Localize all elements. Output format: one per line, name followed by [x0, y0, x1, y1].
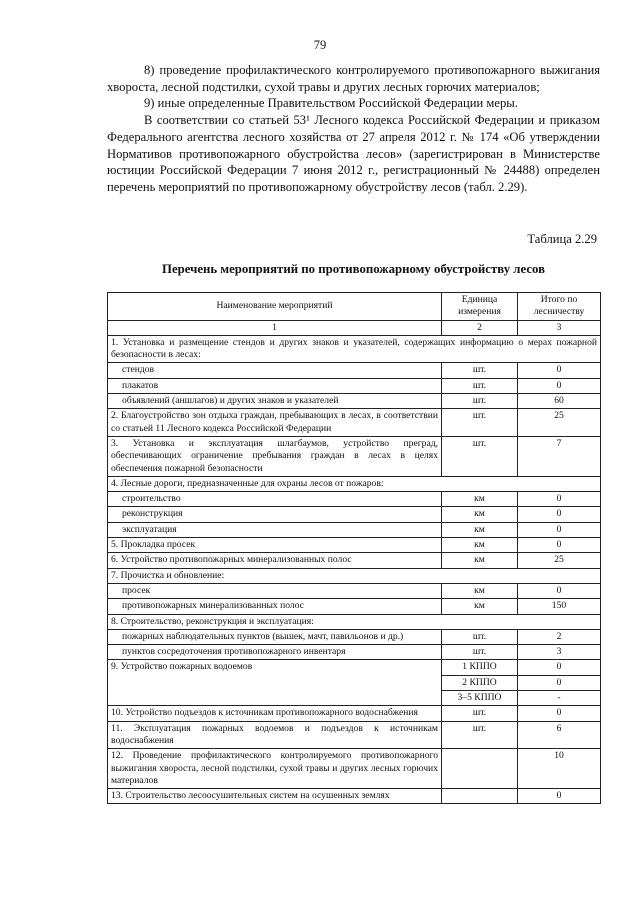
table-section-row [108, 476, 601, 491]
value-cell: 0 [518, 522, 601, 537]
measure-name-cell: пожарных наблюдательных пунктов (вышек, мачт, павильонов и др.) [108, 629, 442, 644]
unit-cell: шт. [442, 409, 518, 437]
value-cell: - [518, 691, 601, 706]
value-cell: 3 [518, 645, 601, 660]
measure-name-cell: эксплуатация [108, 522, 442, 537]
table-row [108, 553, 601, 568]
value-cell: 0 [518, 660, 601, 675]
unit-cell: шт. [442, 721, 518, 749]
page-number: 79 [313, 38, 327, 52]
measure-name-cell: 2. Благоустройство зон отдыха граждан, пребывающих в лесах, в соответствии со статьей 11 Лесного кодекса Российской Федерации [108, 409, 442, 437]
unit-cell: км [442, 522, 518, 537]
unit-cell: 3–5 КППО [442, 691, 518, 706]
value-cell: 2 [518, 629, 601, 644]
table-row [108, 789, 601, 804]
value-cell: 25 [518, 409, 601, 437]
measure-name-cell: 9. Устройство пожарных водоемов [108, 660, 442, 706]
table-row [108, 660, 601, 675]
measure-name-cell: просек [108, 583, 442, 598]
table-row [108, 363, 601, 378]
column-number-cell: 1 [108, 320, 442, 335]
measure-name-cell: плакатов [108, 378, 442, 393]
table-row [108, 629, 601, 644]
table-row [108, 706, 601, 721]
value-cell: 0 [518, 583, 601, 598]
table-header-cell: Итого по лесничеству [518, 293, 601, 321]
value-cell: 60 [518, 394, 601, 409]
value-cell: 0 [518, 507, 601, 522]
table-row [108, 721, 601, 749]
unit-cell: шт. [442, 629, 518, 644]
table-row [108, 436, 601, 476]
table-header-cell: Наименование мероприятий [108, 293, 442, 321]
value-cell: 25 [518, 553, 601, 568]
measure-name-cell: 13. Строительство лесоосушительных систем на осушенных землях [108, 789, 442, 804]
unit-cell: шт. [442, 706, 518, 721]
measure-name-cell: стендов [108, 363, 442, 378]
value-cell: 0 [518, 675, 601, 690]
paragraph-reference: В соответствии со статьей 53¹ Лесного кодекса Российской Федерации и приказом Федерального агентства лесного хозяйства от 27 апреля 2012 г. № 174 «Об утверждении Нормативов противопожарного обустройства лесов» (зарегистрирован в Министерстве юстиции Российской Федерации 7 июня 2012 г., регистрационный № 24488) определен перечень мероприятий по противопожарному обустройству лесов (табл. 2.29). [107, 113, 600, 194]
measure-name-cell: пунктов сосредоточения противопожарного инвентаря [108, 645, 442, 660]
unit-cell: км [442, 599, 518, 614]
value-cell: 6 [518, 721, 601, 749]
table-row [108, 583, 601, 598]
table-row [108, 599, 601, 614]
unit-cell: шт. [442, 363, 518, 378]
table-row [108, 409, 601, 437]
measure-name-cell: 11. Эксплуатация пожарных водоемов и подъездов к источникам водоснабжения [108, 721, 442, 749]
unit-cell: 1 КППО [442, 660, 518, 675]
section-title-cell: 7. Прочистка и обновление: [108, 568, 601, 583]
value-cell: 0 [518, 789, 601, 804]
value-cell: 7 [518, 436, 601, 476]
unit-cell: 2 КППО [442, 675, 518, 690]
unit-cell: шт. [442, 436, 518, 476]
unit-cell: км [442, 507, 518, 522]
measure-name-cell: 10. Устройство подъездов к источникам противопожарного водоснабжения [108, 706, 442, 721]
table-caption: Таблица 2.29 [527, 232, 597, 246]
unit-cell: шт. [442, 645, 518, 660]
value-cell: 150 [518, 599, 601, 614]
value-cell: 0 [518, 538, 601, 553]
section-title-cell: 8. Строительство, реконструкция и эксплуатация: [108, 614, 601, 629]
table-section-row [108, 568, 601, 583]
column-number-cell: 2 [442, 320, 518, 335]
unit-cell: км [442, 553, 518, 568]
measure-name-cell: 5. Прокладка просек [108, 538, 442, 553]
value-cell: 0 [518, 492, 601, 507]
table-header-row [108, 293, 601, 321]
value-cell: 0 [518, 363, 601, 378]
table-column-numbers-row [108, 320, 601, 335]
table-row [108, 538, 601, 553]
measures-table [107, 292, 601, 804]
table-row [108, 507, 601, 522]
table-row [108, 522, 601, 537]
unit-cell: км [442, 583, 518, 598]
measure-name-cell: противопожарных минерализованных полос [108, 599, 442, 614]
value-cell: 0 [518, 378, 601, 393]
table-section-row [108, 335, 601, 363]
paragraph-item-9: 9) иные определенные Правительством Российской Федерации меры. [144, 96, 518, 111]
unit-cell: шт. [442, 394, 518, 409]
section-title-cell: 1. Установка и размещение стендов и других знаков и указателей, содержащих информацию о мерах пожарной безопасности в лесах: [108, 335, 601, 363]
section-title-cell: 4. Лесные дороги, предназначенные для охраны лесов от пожаров: [108, 476, 601, 491]
measure-name-cell: объявлений (аншлагов) и других знаков и указателей [108, 394, 442, 409]
unit-cell: км [442, 492, 518, 507]
table-row [108, 394, 601, 409]
unit-cell: км [442, 538, 518, 553]
table-row [108, 645, 601, 660]
measure-name-cell: 6. Устройство противопожарных минерализованных полос [108, 553, 442, 568]
column-number-cell: 3 [518, 320, 601, 335]
body-text [107, 62, 600, 196]
measure-name-cell: реконструкция [108, 507, 442, 522]
unit-cell: шт. [442, 378, 518, 393]
table-row [108, 492, 601, 507]
measure-name-cell: 3. Установка и эксплуатация шлагбаумов, устройство преград, обеспечивающих ограничение пребывания граждан в лесах в целях обеспечения пожарной безопасности [108, 436, 442, 476]
unit-cell [442, 789, 518, 804]
value-cell: 10 [518, 749, 601, 789]
table-title: Перечень мероприятий по противопожарному обустройству лесов [162, 262, 545, 276]
value-cell: 0 [518, 706, 601, 721]
paragraph-item-8: 8) проведение профилактического контролируемого противопожарного выжигания хвороста, лесной подстилки, сухой травы и других лесных горючих материалов; [107, 63, 600, 94]
measure-name-cell: 12. Проведение профилактического контролируемого противопожарного выжигания хвороста, лесной подстилки, сухой травы и других лесных горючих материалов [108, 749, 442, 789]
table-header-cell: Единица измерения [442, 293, 518, 321]
table-section-row [108, 614, 601, 629]
measure-name-cell: строительство [108, 492, 442, 507]
table-row [108, 378, 601, 393]
unit-cell [442, 749, 518, 789]
table-row [108, 749, 601, 789]
